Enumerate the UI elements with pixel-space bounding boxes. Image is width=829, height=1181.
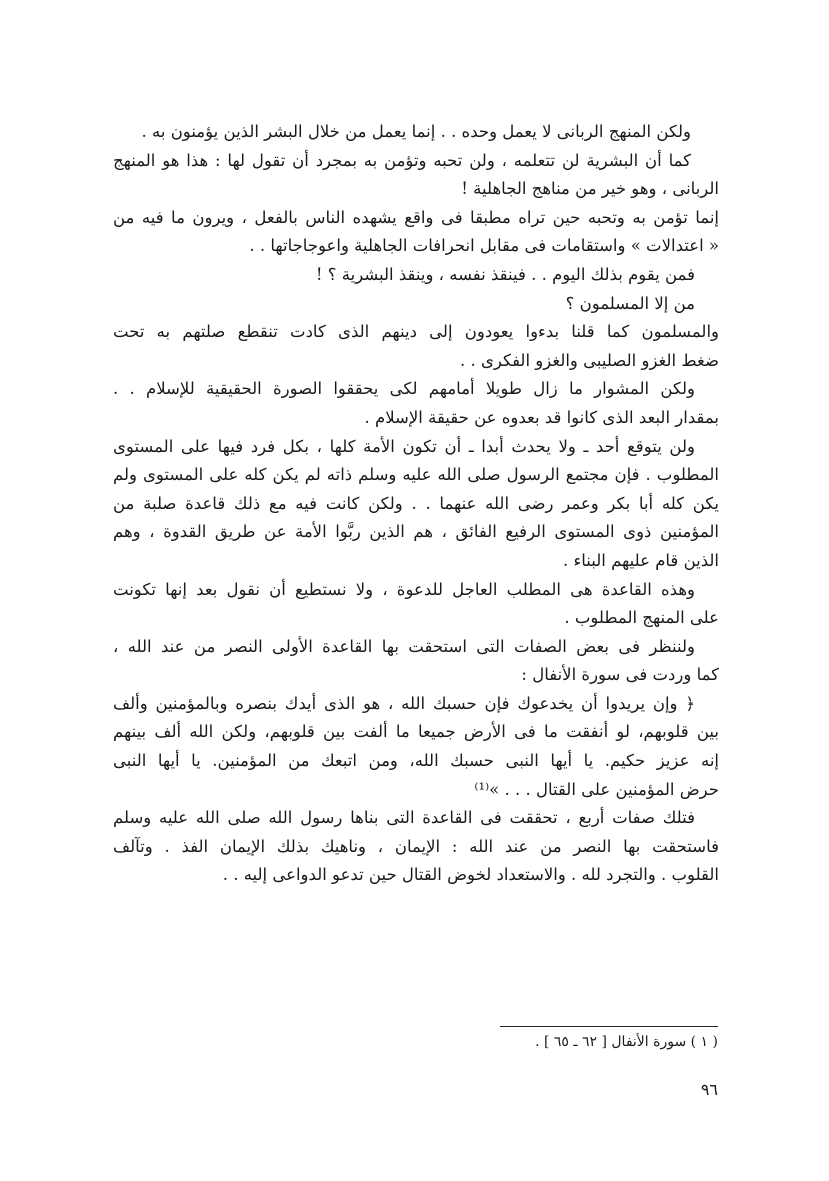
text-line: القلوب . والتجرد لله . والاستعداد لخوض القتال حين تدعو الدواعى إليه . . — [222, 865, 719, 885]
text-line: إنما تؤمن به وتحبه حين تراه مطبقا فى واقع يشهده الناس بالفعل ، ويرون ما فيه من — [113, 207, 719, 227]
text-line: ﴿ وإن يريدوا أن يخدعوك فإن حسبك الله ، هو الذى أيدك بنصره وبالمؤمنين وألف — [113, 693, 695, 713]
text-line: والمسلمون كما قلنا بدءوا يعودون إلى دينهم الذى كادت تنقطع صلتهم به تحت — [113, 322, 719, 342]
text-line: كما أن البشرية لن تتعلمه ، ولن تحبه وتؤمن به بمجرد أن تقول لها : هذا هو المنهج — [113, 150, 691, 170]
text-line: من إلا المسلمون ؟ — [565, 293, 695, 313]
text-line: على المنهج المطلوب . — [564, 608, 719, 628]
text-line: يكن كله أبا بكر وعمر رضى الله عنهما . . ولكن كانت فيه مع ذلك قاعدة صلبة من — [113, 493, 719, 513]
text-line: فاستحقت بها النصر من عند الله : الإيمان ، وناهيك بذلك الإيمان الفذ . وتآلف — [113, 836, 719, 856]
text-line: الذين قام عليهم البناء . — [562, 550, 719, 570]
text-line: الربانى ، وهو خير من مناهج الجاهلية ! — [461, 179, 719, 199]
text-line: « اعتدالات » واستقامات فى مقابل انحرافات الجاهلية واعوجاجاتها . . — [249, 236, 719, 256]
text-line: المؤمنين ذوى المستوى الرفيع الفائق ، هم الذين ربَّوا الأمة عن طريق القدوة ، وهم — [113, 522, 719, 542]
footnote-divider — [500, 1026, 718, 1027]
text-line: ولننظر فى بعض الصفات التى استحقت بها القاعدة الأولى النصر من عند الله ، — [113, 636, 695, 656]
text-line: فتلك صفات أربع ، تحققت فى القاعدة التى بناها رسول الله صلى الله عليه وسلم — [113, 808, 695, 828]
text-line: بمقدار البعد الذى كانوا قد بعدوه عن حقيقة الإسلام . — [364, 407, 719, 427]
text-line: فمن يقوم بذلك اليوم . . فينقذ نفسه ، وينقذ البشرية ؟ ! — [315, 264, 695, 284]
text-line: كما وردت فى سورة الأنفال : — [521, 665, 719, 685]
footnote: ( ١ ) سورة الأنفال [ ٦٢ ـ ٦٥ ] . — [535, 1034, 718, 1050]
text-line: المطلوب . فإن مجتمع الرسول صلى الله عليه وسلم ذاته لم يكن كله على المستوى ولم — [113, 465, 719, 485]
text-line: وهذه القاعدة هى المطلب العاجل للدعوة ، ولا نستطيع أن نقول بعد إنها تكونت — [113, 579, 695, 599]
text-line: إنه عزيز حكيم. يا أيها النبى حسبك الله، ومن اتبعك من المؤمنين. يا أيها النبى — [113, 751, 719, 771]
page-number: ٩٦ — [700, 1080, 718, 1099]
text-line: ضغط الغزو الصليبى والغزو الفكرى . . — [459, 350, 719, 370]
text-line: حرض المؤمنين على القتال . . . »⁽¹⁾ — [474, 779, 719, 799]
text-line: بين قلوبهم، لو أنفقت ما فى الأرض جميعا ما ألفت بين قلوبهم، ولكن الله ألف بينهم — [113, 722, 719, 742]
body-text — [113, 118, 719, 890]
text-line: ولكن المنهج الربانى لا يعمل وحده . . إنما يعمل من خلال البشر الذين يؤمنون به . — [141, 122, 691, 141]
text-line: ولكن المشوار ما زال طويلا أمامهم لكى يحققوا الصورة الحقيقية للإسلام . . — [113, 379, 695, 399]
text-line: ولن يتوقع أحد ـ ولا يحدث أبدا ـ أن تكون الأمة كلها ، بكل فرد فيها على المستوى — [113, 436, 695, 456]
